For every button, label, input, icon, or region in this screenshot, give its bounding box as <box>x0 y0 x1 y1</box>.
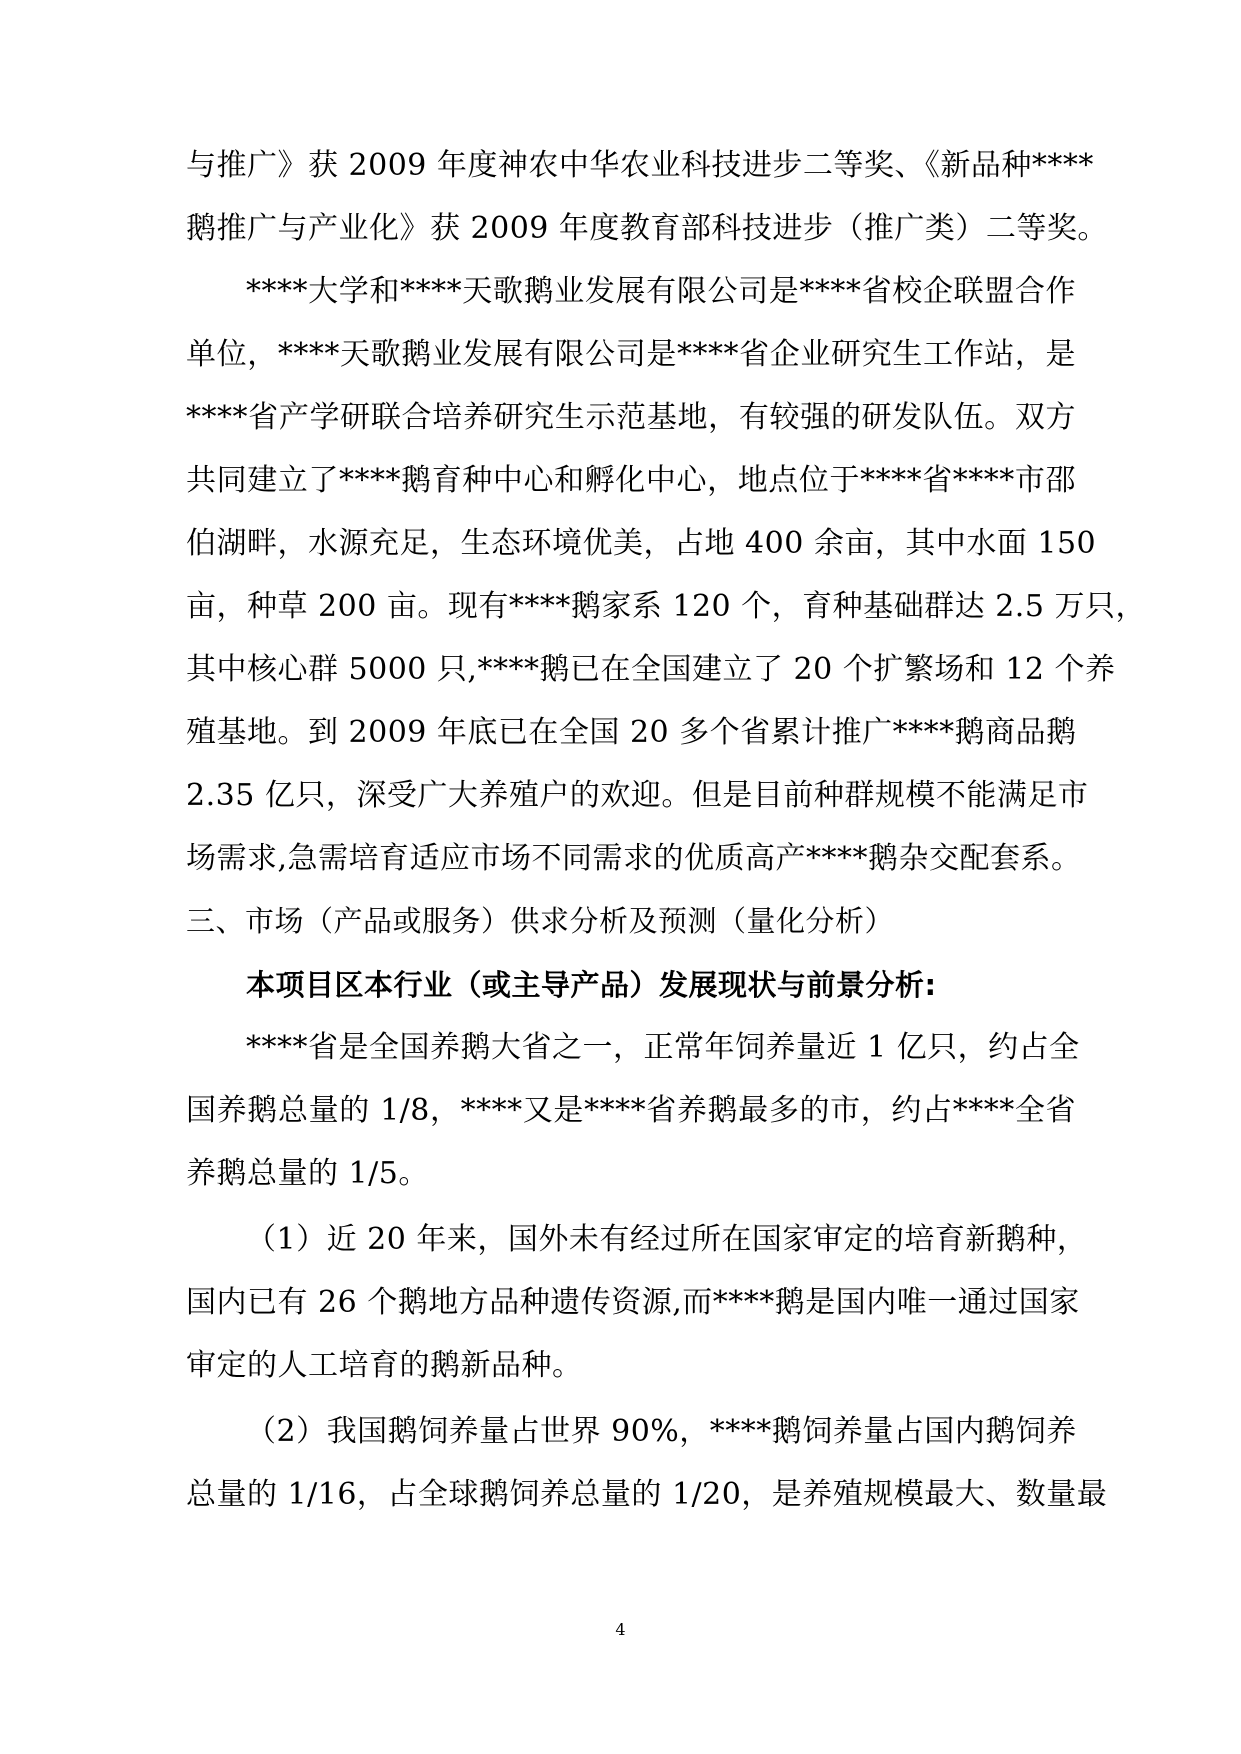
body-text-line: ****省产学研联合培养研究生示范基地，有较强的研发队伍。双方 <box>186 400 1076 435</box>
body-text-line: 2.35 亿只，深受广大养殖户的欢迎。但是目前种群规模不能满足市 <box>186 778 1089 813</box>
body-text-line: 与推广》获 2009 年度神农中华农业科技进步二等奖、《新品种**** <box>186 148 1094 183</box>
body-text-line: 其中核心群 5000 只,****鹅已在全国建立了 20 个扩繁场和 12 个养 <box>186 652 1116 687</box>
body-text-line: 国内已有 26 个鹅地方品种遗传资源,而****鹅是国内唯一通过国家 <box>186 1285 1080 1320</box>
body-text-line: 亩，种草 200 亩。现有****鹅家系 120 个，育种基础群达 2.5 万只， <box>186 589 1146 624</box>
paragraph-first-line: （1）近 20 年来，国外未有经过所在国家审定的培育新鹅种， <box>246 1222 1088 1257</box>
body-text-line: 鹅推广与产业化》获 2009 年度教育部科技进步（推广类）二等奖。 <box>186 211 1108 246</box>
body-text-line: 总量的 1/16，占全球鹅饲养总量的 1/20，是养殖规模最大、数量最 <box>186 1477 1108 1512</box>
body-text-line: 共同建立了****鹅育种中心和孵化中心，地点位于****省****市邵 <box>186 463 1076 498</box>
body-text-line: 国养鹅总量的 1/8，****又是****省养鹅最多的市，约占****全省 <box>186 1093 1076 1128</box>
body-text-line: 单位，****天歌鹅业发展有限公司是****省企业研究生工作站，是 <box>186 337 1076 372</box>
body-text-line: 审定的人工培育的鹅新品种。 <box>186 1348 583 1383</box>
body-text-line: 伯湖畔，水源充足，生态环境优美，占地 400 余亩，其中水面 150 <box>186 526 1097 561</box>
body-text-line: 殖基地。到 2009 年底已在全国 20 多个省累计推广****鹅商品鹅 <box>186 715 1077 750</box>
paragraph-first-line: （2）我国鹅饲养量占世界 90%，****鹅饲养量占国内鹅饲养 <box>246 1414 1077 1449</box>
body-text-line: 场需求,急需培育适应市场不同需求的优质高产****鹅杂交配套系。 <box>186 841 1082 876</box>
page-number: 4 <box>615 1620 626 1639</box>
section-heading: 三、市场（产品或服务）供求分析及预测（量化分析） <box>186 904 895 938</box>
paragraph-first-line: ****大学和****天歌鹅业发展有限公司是****省校企联盟合作 <box>246 274 1076 309</box>
paragraph-first-line: ****省是全国养鹅大省之一，正常年饲养量近 1 亿只，约占全 <box>246 1030 1080 1065</box>
body-text-line: 养鹅总量的 1/5。 <box>186 1156 429 1191</box>
subsection-heading: 本项目区本行业（或主导产品）发展现状与前景分析: <box>246 968 937 1002</box>
